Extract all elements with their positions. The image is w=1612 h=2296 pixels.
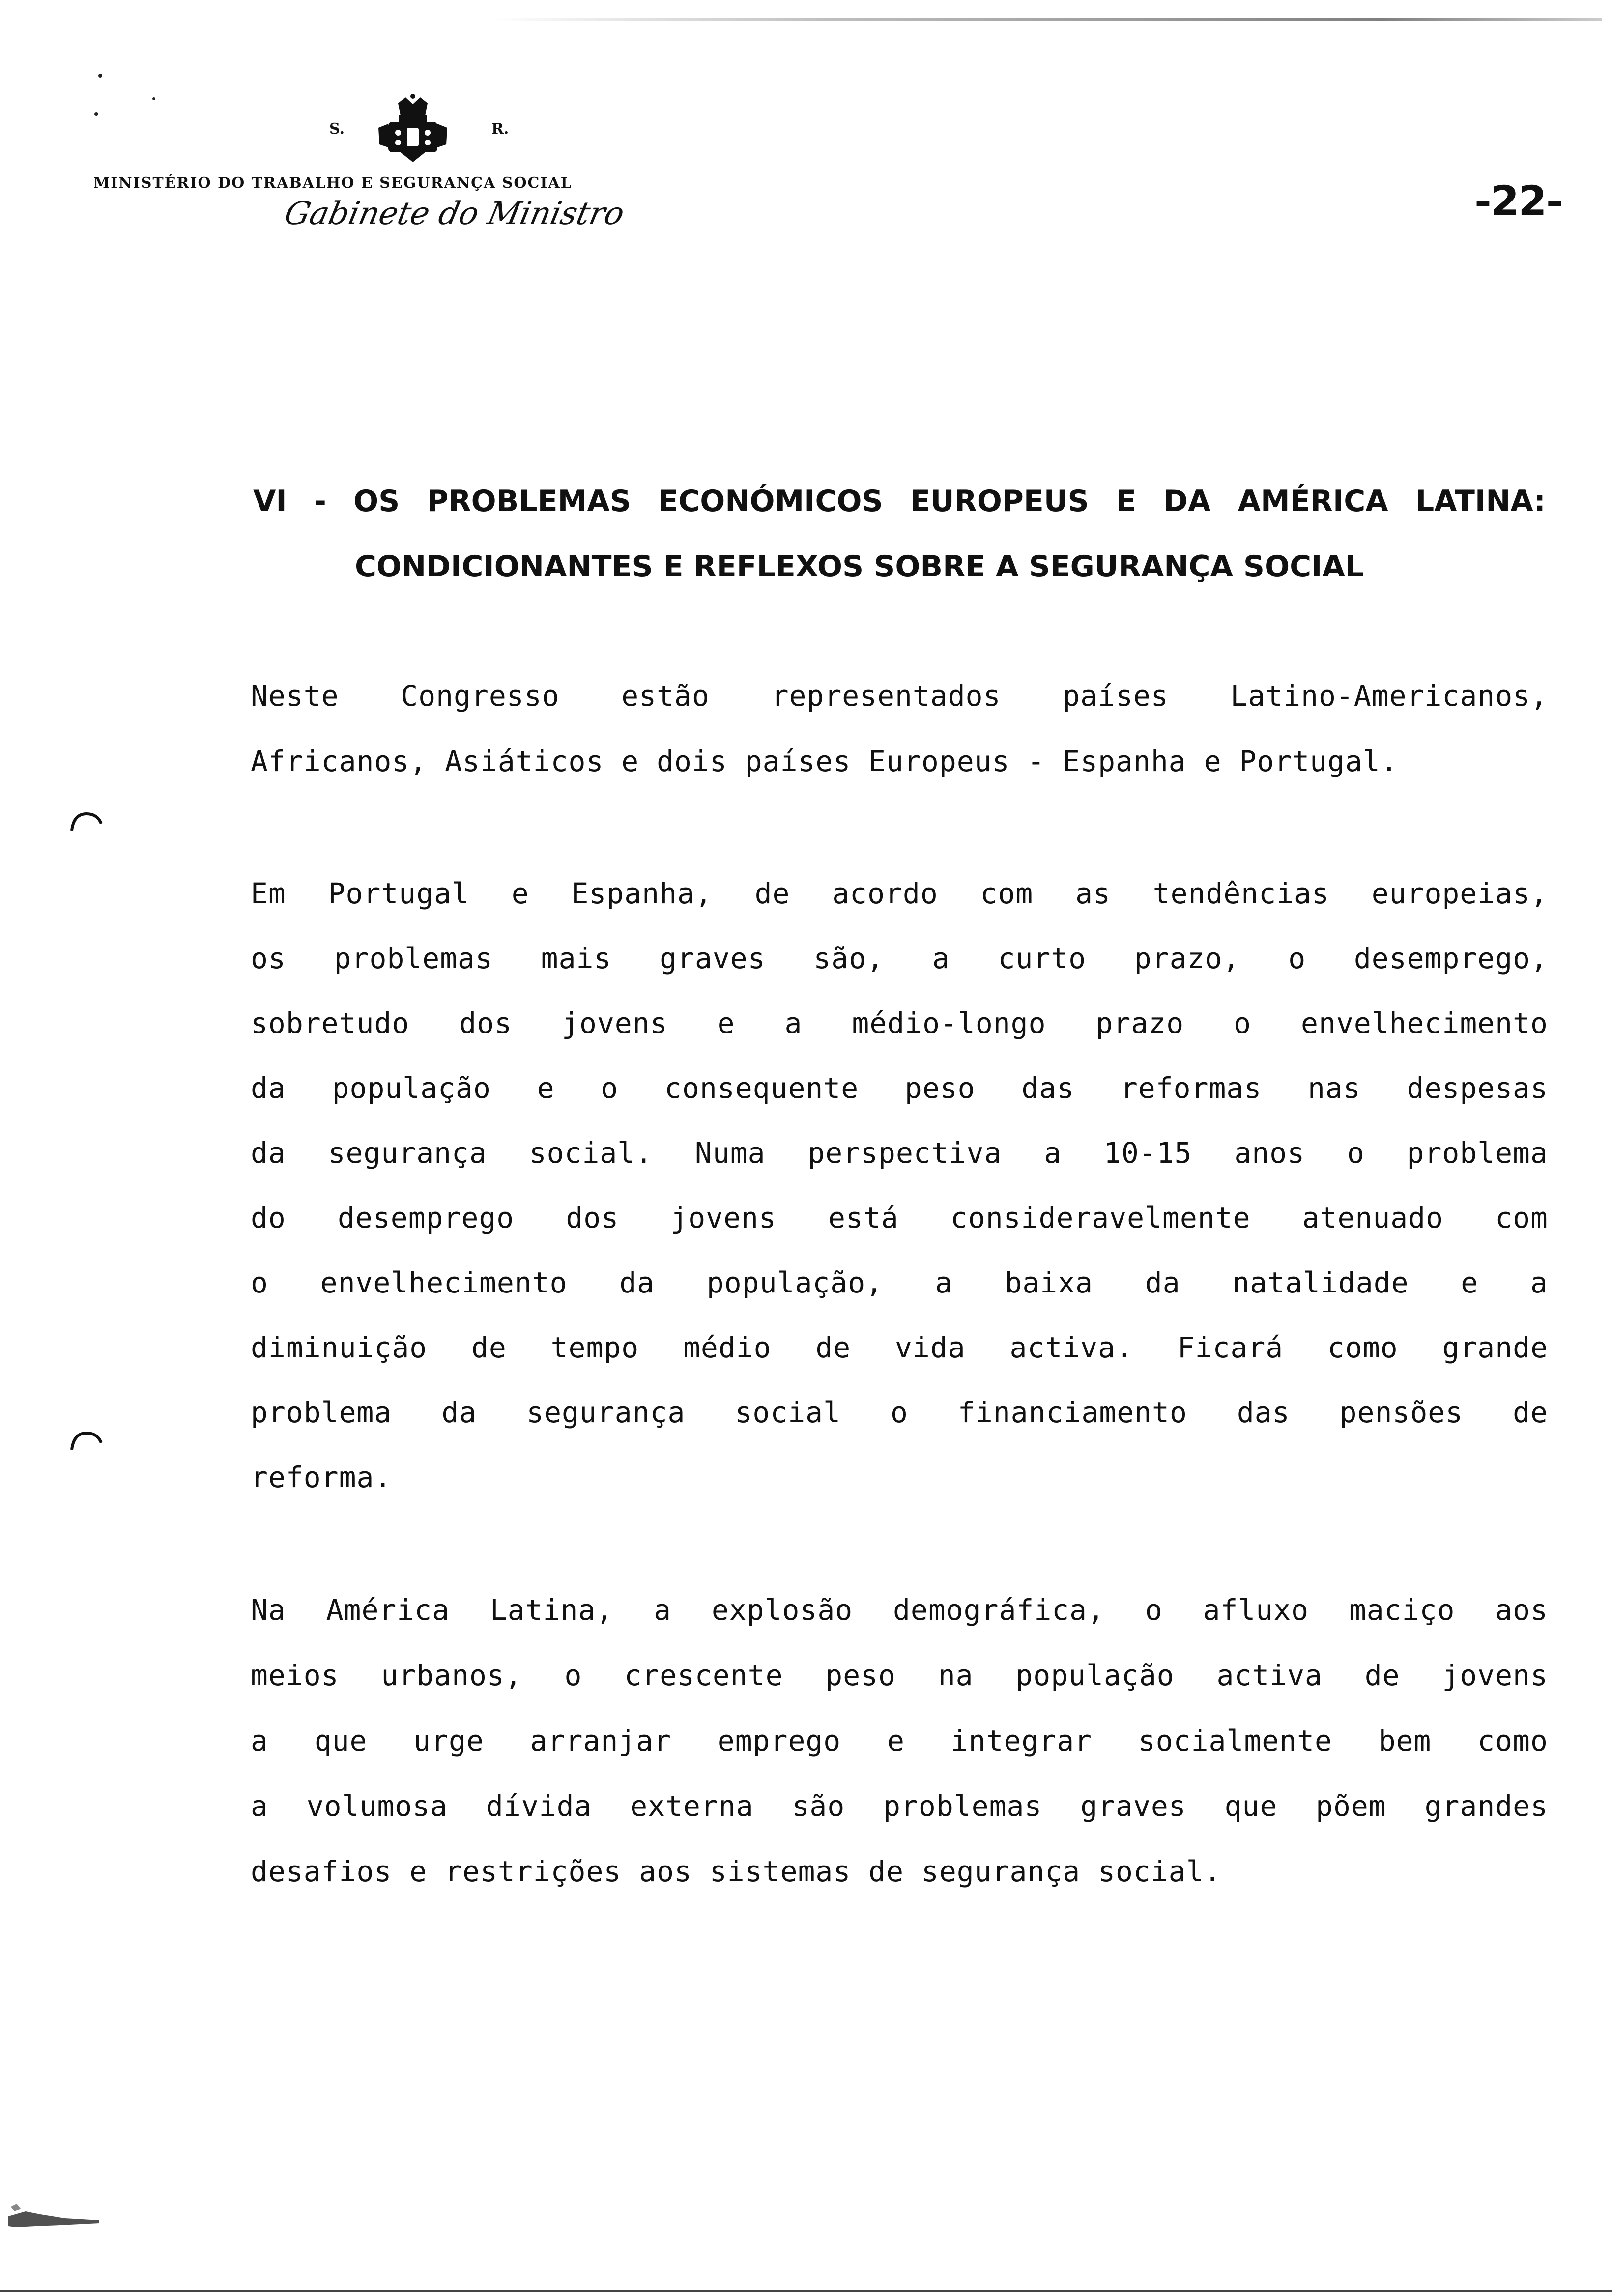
paragraph-latin-america: [251, 1578, 1548, 1904]
text-line: meios urbanos, o crescente peso na população activa de jovens: [251, 1659, 1548, 1692]
paragraph-congress: [251, 663, 1548, 794]
text-line: o envelhecimento da população, a baixa da natalidade e a: [251, 1266, 1548, 1299]
heading-word: VI: [253, 484, 287, 518]
text-line: a volumosa dívida externa são problemas graves que põem grandes: [251, 1789, 1548, 1823]
text-line: Em Portugal e Espanha, de acordo com as tendências europeias,: [251, 877, 1548, 910]
text-line: os problemas mais graves são, a curto prazo, o desemprego,: [251, 942, 1548, 975]
page-number: -22-: [1474, 177, 1562, 225]
scan-speck: [98, 74, 102, 78]
punch-hole-mark: [69, 811, 103, 832]
scan-speck: [152, 97, 155, 100]
punch-hole-mark: [69, 1430, 103, 1452]
text-line: da população e o consequente peso das reformas nas despesas: [251, 1071, 1548, 1105]
scan-edge-bottom: [0, 2290, 1612, 2292]
heading-word: DA: [1163, 484, 1211, 518]
heading-word: PROBLEMAS: [427, 484, 631, 518]
text-line: diminuição de tempo médio de vida activa. Ficará como grande: [251, 1331, 1548, 1364]
section-heading-line2: CONDICIONANTES E REFLEXOS SOBRE A SEGURANÇA SOCIAL: [355, 549, 1364, 584]
text-line: problema da segurança social o financiamento das pensões de: [251, 1396, 1548, 1429]
scan-speck: [94, 112, 98, 116]
heading-word: ECONÓMICOS: [658, 484, 883, 518]
heading-word: LATINA:: [1415, 484, 1546, 518]
heading-word: EUROPEUS: [910, 484, 1089, 518]
paragraph-portugal-spain: [251, 861, 1548, 1510]
text-line: da segurança social. Numa perspectiva a 10-15 anos o problema: [251, 1136, 1548, 1170]
text-line: Na América Latina, a explosão demográfica, o afluxo maciço aos: [251, 1593, 1548, 1627]
cabinet-signature-line: Gabinete do Ministro: [281, 196, 628, 232]
heading-word: E: [1116, 484, 1136, 518]
scan-corner-smudge: [6, 2197, 104, 2231]
coat-of-arms-icon: [359, 93, 467, 167]
text-line: Africanos, Asiáticos e dois países Europeus - Espanha e Portugal.: [251, 745, 1398, 778]
text-line: Neste Congresso estão representados países Latino-Americanos,: [251, 679, 1548, 713]
heading-word: AMÉRICA: [1238, 484, 1388, 518]
heading-word: -: [314, 484, 326, 518]
text-line: sobretudo dos jovens e a médio-longo prazo o envelhecimento: [251, 1006, 1548, 1040]
scan-edge-top: [491, 18, 1602, 21]
heading-word: OS: [353, 484, 400, 518]
text-line: a que urge arranjar emprego e integrar socialmente bem como: [251, 1724, 1548, 1757]
section-heading-line1: [253, 484, 1546, 518]
letterhead-initial-right: R.: [491, 120, 509, 138]
ministry-name: MINISTÉRIO DO TRABALHO E SEGURANÇA SOCIAL: [93, 174, 572, 192]
text-line: do desemprego dos jovens está consideravelmente atenuado com: [251, 1201, 1548, 1234]
text-line: desafios e restrições aos sistemas de segurança social.: [251, 1855, 1222, 1888]
text-line: reforma.: [251, 1461, 392, 1494]
letterhead-initial-left: S.: [329, 120, 345, 138]
